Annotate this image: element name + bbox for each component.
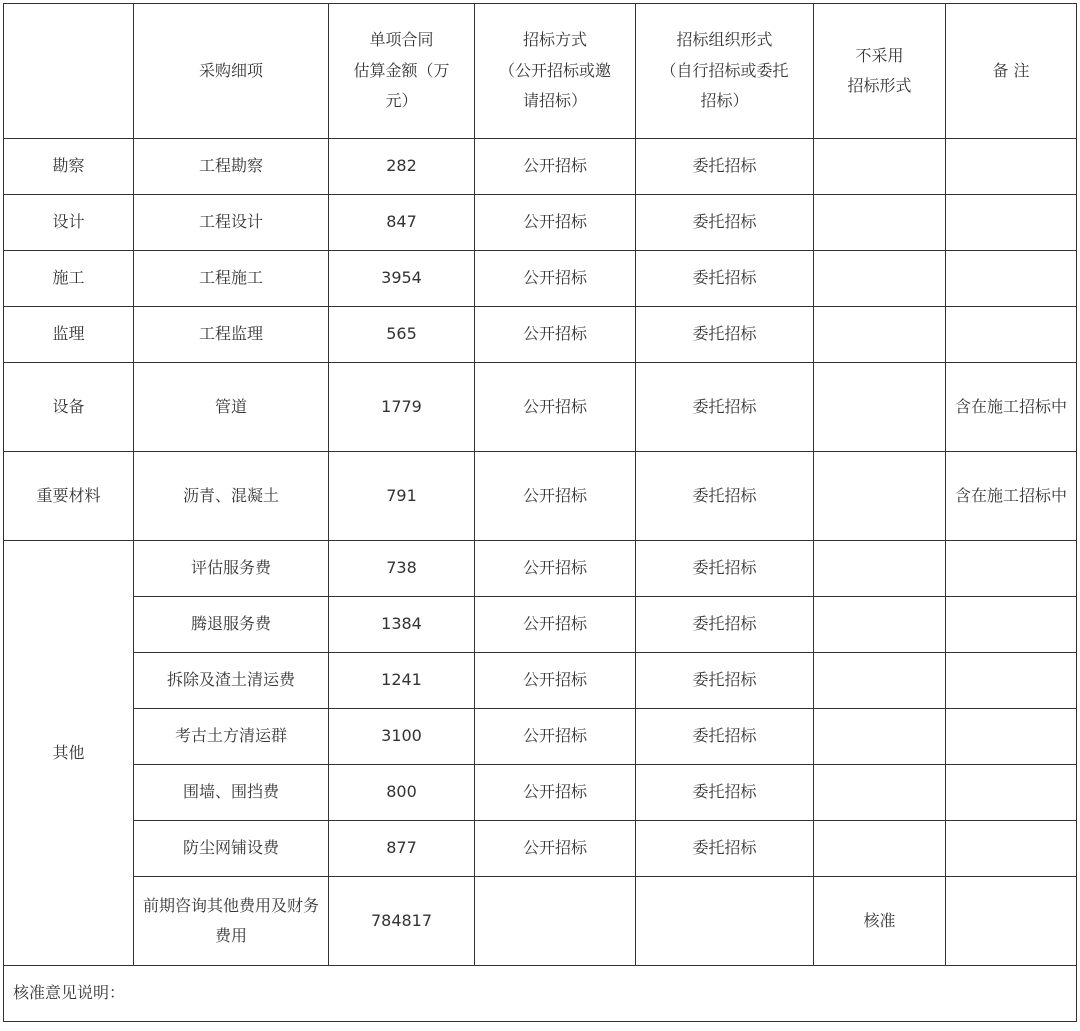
header-row: [4, 4, 1077, 139]
cell-no-bid: [814, 307, 946, 363]
cell-category: 勘察: [4, 139, 134, 195]
cell-no-bid: [814, 597, 946, 653]
table-row: [4, 765, 1077, 821]
table-row: [4, 307, 1077, 363]
cell-method: 公开招标: [475, 251, 636, 307]
cell-remarks: [946, 307, 1077, 363]
cell-item: 防尘网铺设费: [134, 821, 329, 877]
header-amount-line: 元）: [385, 91, 418, 111]
cell-org: 委托招标: [636, 597, 814, 653]
cell-remarks: [946, 139, 1077, 195]
cell-remarks: [946, 709, 1077, 765]
cell-category: 监理: [4, 307, 134, 363]
cell-amount: 1779: [329, 363, 475, 452]
cell-org: 委托招标: [636, 653, 814, 709]
table-row: [4, 452, 1077, 541]
cell-amount: 3954: [329, 251, 475, 307]
cell-org: 委托招标: [636, 821, 814, 877]
header-method-line: 招标方式: [522, 30, 587, 50]
header-no-bid: [814, 4, 946, 139]
cell-method: 公开招标: [475, 363, 636, 452]
table-row: [4, 597, 1077, 653]
cell-method: 公开招标: [475, 452, 636, 541]
approval-note-label: 核准意见说明：: [4, 966, 1077, 1022]
cell-category: 施工: [4, 251, 134, 307]
header-org-line: （自行招标或委托: [660, 60, 789, 80]
cell-amount: 565: [329, 307, 475, 363]
header-category: [4, 4, 134, 139]
cell-amount: 282: [329, 139, 475, 195]
cell-amount: 1384: [329, 597, 475, 653]
table-row: [4, 195, 1077, 251]
table-row: [4, 363, 1077, 452]
cell-org: 委托招标: [636, 452, 814, 541]
cell-item: 工程勘察: [134, 139, 329, 195]
cell-method: 公开招标: [475, 765, 636, 821]
cell-remarks: [946, 251, 1077, 307]
cell-item: 腾退服务费: [134, 597, 329, 653]
cell-amount: 1241: [329, 653, 475, 709]
cell-item: 沥青、混凝土: [134, 452, 329, 541]
cell-item: 工程监理: [134, 307, 329, 363]
cell-category: 设计: [4, 195, 134, 251]
cell-item: 拆除及渣土清运费: [134, 653, 329, 709]
cell-org: 委托招标: [636, 709, 814, 765]
cell-item: 考古土方清运群: [134, 709, 329, 765]
header-no-bid-line: 不采用: [855, 45, 904, 65]
cell-remarks: [946, 597, 1077, 653]
cell-remarks: [946, 541, 1077, 597]
cell-org: 委托招标: [636, 139, 814, 195]
cell-org: [636, 877, 814, 966]
cell-no-bid: [814, 765, 946, 821]
cell-remarks: [946, 195, 1077, 251]
cell-item: 前期咨询其他费用及财务费用: [134, 877, 329, 966]
cell-amount: 3100: [329, 709, 475, 765]
cell-no-bid: [814, 363, 946, 452]
header-item: 采购细项: [134, 4, 329, 139]
cell-category: 设备: [4, 363, 134, 452]
cell-item: 工程设计: [134, 195, 329, 251]
cell-no-bid: [814, 653, 946, 709]
header-org: [636, 4, 814, 139]
cell-no-bid: [814, 251, 946, 307]
cell-method: 公开招标: [475, 821, 636, 877]
table-row: [4, 821, 1077, 877]
table-row: [4, 139, 1077, 195]
cell-method: 公开招标: [475, 709, 636, 765]
table-row: [4, 251, 1077, 307]
cell-category: 重要材料: [4, 452, 134, 541]
cell-org: 委托招标: [636, 363, 814, 452]
cell-remarks: 含在施工招标中: [946, 452, 1077, 541]
cell-remarks: [946, 821, 1077, 877]
cell-org: 委托招标: [636, 541, 814, 597]
table-row: [4, 541, 1077, 597]
cell-method: 公开招标: [475, 541, 636, 597]
cell-amount: 800: [329, 765, 475, 821]
cell-remarks: 含在施工招标中: [946, 363, 1077, 452]
header-amount-line: 估算金额（万: [353, 60, 450, 80]
cell-org: 委托招标: [636, 251, 814, 307]
header-remarks: 备 注: [946, 4, 1077, 139]
header-amount-line: 单项合同: [369, 30, 434, 50]
procurement-table: [3, 3, 1077, 1022]
cell-no-bid: 核准: [814, 877, 946, 966]
cell-method: 公开招标: [475, 195, 636, 251]
cell-remarks: [946, 653, 1077, 709]
cell-method: [475, 877, 636, 966]
header-no-bid-line: 招标形式: [847, 76, 912, 95]
cell-item: 评估服务费: [134, 541, 329, 597]
table-row: [4, 877, 1077, 966]
cell-no-bid: [814, 709, 946, 765]
cell-remarks: [946, 877, 1077, 966]
header-org-line: 招标）: [700, 91, 749, 111]
cell-org: 委托招标: [636, 307, 814, 363]
header-method-line: （公开招标或邀: [498, 60, 611, 80]
cell-method: 公开招标: [475, 653, 636, 709]
cell-remarks: [946, 765, 1077, 821]
cell-no-bid: [814, 821, 946, 877]
cell-no-bid: [814, 139, 946, 195]
table-row: [4, 653, 1077, 709]
footer-row: [4, 966, 1077, 1022]
cell-org: 委托招标: [636, 765, 814, 821]
cell-no-bid: [814, 541, 946, 597]
cell-category-other: 其他: [4, 541, 134, 966]
cell-org: 委托招标: [636, 195, 814, 251]
cell-item: 管道: [134, 363, 329, 452]
table-row: [4, 709, 1077, 765]
cell-no-bid: [814, 195, 946, 251]
cell-amount: 791: [329, 452, 475, 541]
header-method: [475, 4, 636, 139]
cell-amount: 847: [329, 195, 475, 251]
header-org-line: 招标组织形式: [676, 30, 773, 50]
cell-no-bid: [814, 452, 946, 541]
header-method-line: 请招标）: [522, 91, 587, 111]
header-amount: [329, 4, 475, 139]
cell-method: 公开招标: [475, 139, 636, 195]
cell-item: 工程施工: [134, 251, 329, 307]
cell-method: 公开招标: [475, 597, 636, 653]
cell-amount: 784817: [329, 877, 475, 966]
cell-amount: 738: [329, 541, 475, 597]
cell-amount: 877: [329, 821, 475, 877]
cell-method: 公开招标: [475, 307, 636, 363]
cell-item: 围墙、围挡费: [134, 765, 329, 821]
